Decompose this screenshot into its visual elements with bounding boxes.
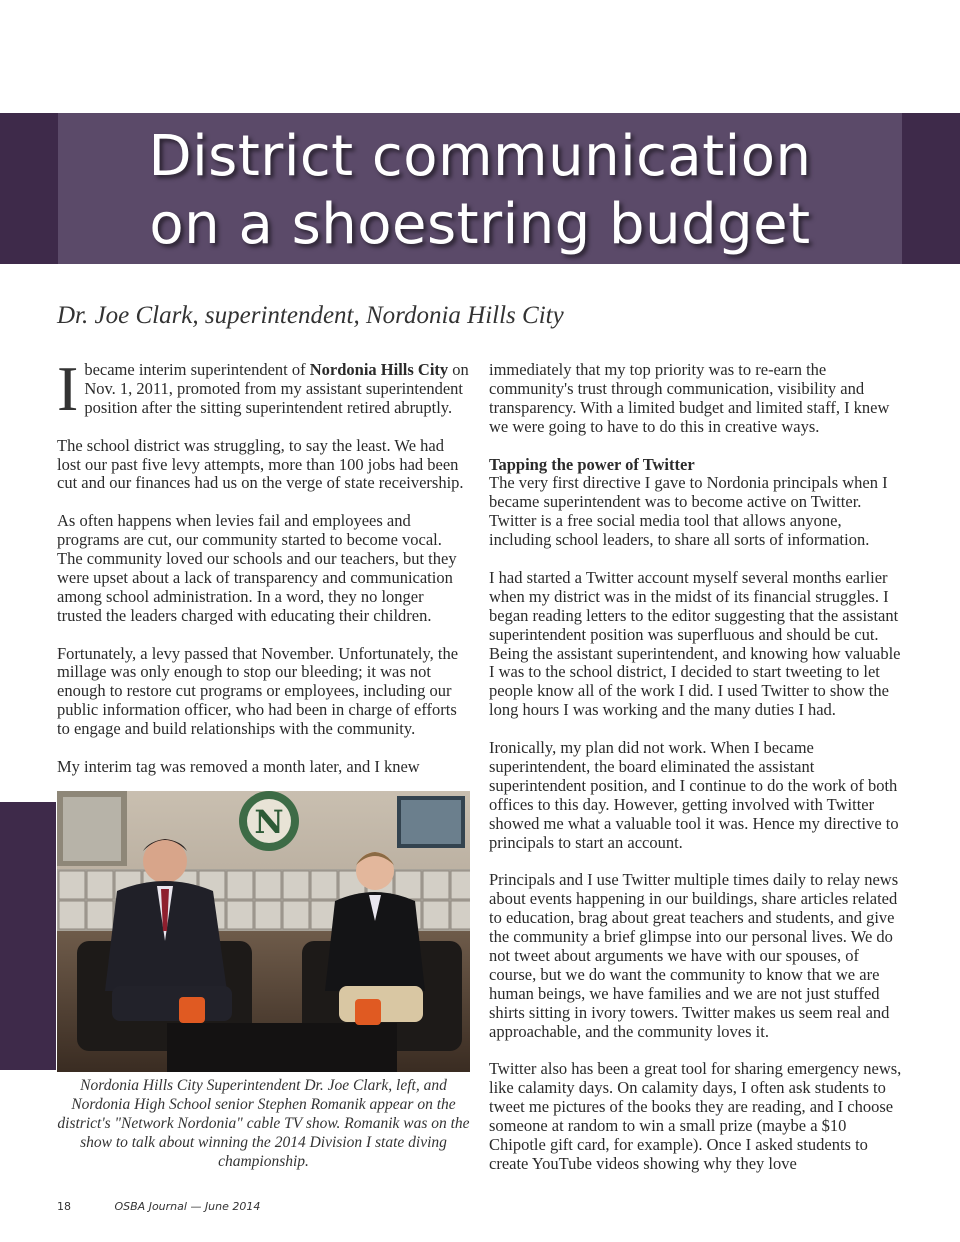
paragraph-text: The very first directive I gave to Nordonia principals when I became superintendent was to become active on Twitter. Twitter is a free social media tool that allows anyone, including school leaders, to share all sorts of information.	[489, 473, 888, 550]
paragraph: Ironically, my plan did not work. When I became superintendent, the board eliminated the assistant superintendent position, and I continue to do the work of both offices to this day. However, getting involved with Twitter showed me what a valuable tool it was. Hence my directive to principals to start an account.	[489, 738, 899, 852]
photo-caption: Nordonia Hills City Superintendent Dr. Joe Clark, left, and Nordonia High School senior Stephen Romanik appear on the district's "Network Nordonia" cable TV show. Romanik was on the show to talk about winning the 2014 Division I state diving championship.	[57, 1077, 470, 1170]
title-banner	[0, 113, 960, 264]
byline: Dr. Joe Clark, superintendent, Nordonia Hills City	[57, 302, 564, 329]
subhead: Tapping the power of Twitter	[489, 454, 695, 474]
right-column	[489, 361, 902, 1193]
intro-text-b: on Nov. 1, 2011, promoted from my assistant superintendent position after the sitting superintendent retired abruptly.	[84, 360, 469, 417]
page-footer	[57, 1200, 260, 1213]
paragraph: I had started a Twitter account myself several months earlier when my district was in the midst of its financial struggles. I began reading letters to the editor suggesting that the assistant superintendent position was superfluous and should be cut. Being the assistant superintendent, and knowing how valuable I was to the school district, I decided to start tweeting to let people know all of the work I did. I used Twitter to show the long hours I was working and the many duties I had.	[489, 567, 901, 720]
intro-text-a: became interim superintendent of	[84, 360, 310, 379]
paragraph: immediately that my top priority was to re-earn the community's trust through communication, visibility and transparency. With a limited budget and limited staff, I knew we were going to have to do this in creative ways.	[489, 360, 890, 436]
photo-illustration	[57, 791, 470, 1072]
svg-text:N: N	[254, 803, 284, 841]
paragraph: Twitter also has been a great tool for sharing emergency news, like calamity days. On calamity days, I often ask students to tweet me pictures of the books they are reading, and I choose someone at random to win a small prize (maybe a $10 Chipotle gift card, for example). Once I asked students to create YouTube videos showing why they love	[489, 1059, 902, 1173]
paragraph-with-subhead	[489, 456, 902, 551]
title-line-2: on a shoestring budget	[149, 192, 811, 257]
page-number: 18	[57, 1200, 71, 1213]
paragraph: As often happens when levies fail and employees and programs are cut, our community started to become vocal. The community loved our schools and our teachers, but they were upset about a lack of transparency and communication among school administration. In a word, they no longer trusted the leaders charged with educating their children.	[57, 511, 457, 625]
paragraph: Fortunately, a levy passed that November. Unfortunately, the millage was only enough to stop our bleeding; it was not enough to restore cut programs or employees, including our public information officer, who had been in charge of efforts to engage and build relationships with the community.	[57, 643, 459, 739]
drop-cap: I	[57, 353, 79, 424]
photo-accent-bar	[0, 802, 56, 1070]
paragraph: My interim tag was removed a month later, and I knew	[57, 756, 420, 776]
paragraph-intro	[57, 353, 470, 424]
paragraph: Principals and I use Twitter multiple times daily to relay news about events happening in our buildings, share articles related to education, brag about great teachers and students, and give the community a brief glimpse into our personal lives. We do not tweet about arguments we have with our spouses, of course, but we do want the community to know that we are human beings, we have families and we are not just stuffed shirts sitting in ivory towers. Twitter makes us seem real and approachable, and the community loves it.	[489, 870, 899, 1041]
paragraph: The school district was struggling, to say the least. We had lost our past five levy attempts, more than 100 jobs had been cut and our finances had us on the verge of state receivership.	[57, 435, 464, 493]
tv-studio-photo	[57, 791, 470, 1072]
left-column	[57, 353, 470, 796]
district-name: Nordonia Hills City	[309, 360, 449, 379]
article-title	[0, 123, 960, 259]
title-line-1: District communication	[148, 124, 812, 189]
journal-name: OSBA Journal — June 2014	[114, 1200, 261, 1213]
